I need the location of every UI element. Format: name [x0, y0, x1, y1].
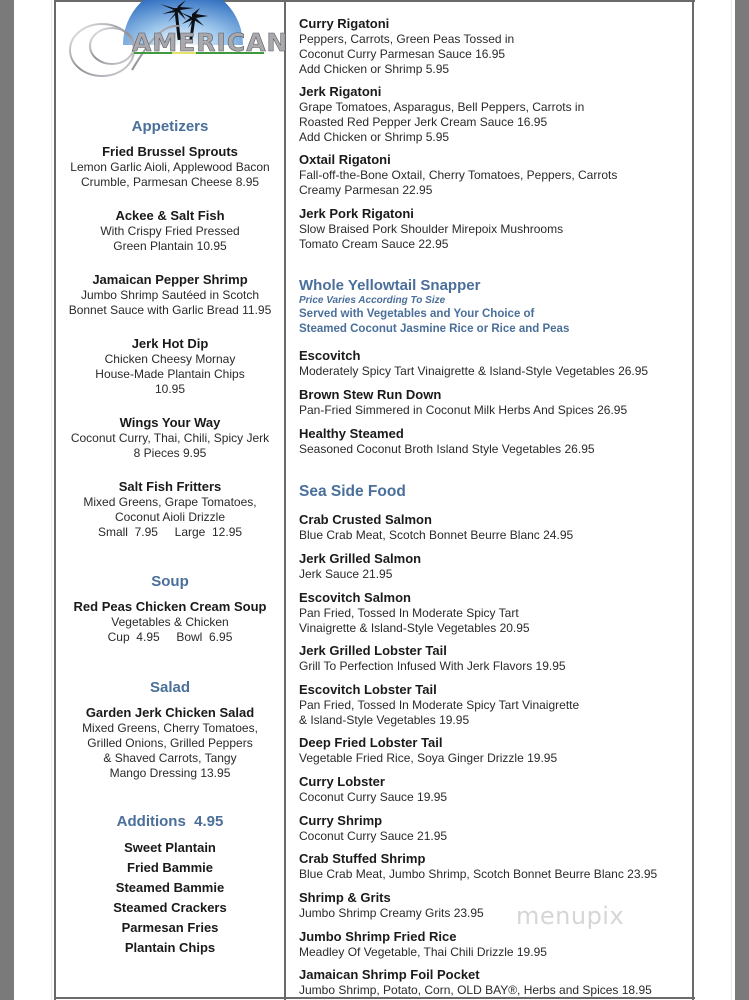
item-desc: Mixed Greens, Grape Tomatoes, [83, 495, 257, 509]
item-desc: Moderately Spicy Tart Vinaigrette & Island-Style Vegetables 26.95 [299, 364, 649, 378]
item-desc: Jerk Sauce 21.95 [299, 567, 393, 581]
menu-item [299, 813, 447, 844]
item-desc: Blue Crab Meat, Scotch Bonnet Beurre Blanc 24.95 [299, 528, 574, 542]
item-name: Curry Rigatoni [299, 16, 390, 31]
menu-item [299, 348, 648, 379]
watermark: menupix [516, 902, 625, 930]
page-frame-left [0, 0, 14, 1000]
item-price: Small 7.95 Large 12.95 [97, 525, 243, 539]
snapper-sub-line: Steamed Coconut Jasmine Rice or Rice and Peas [299, 323, 570, 335]
item-name: Escovitch Lobster Tail [299, 682, 437, 697]
item-price: 10.95 [154, 382, 186, 396]
menu-item [299, 590, 530, 636]
additions-list [57, 838, 283, 958]
menu-item [57, 272, 283, 318]
section-heading-seaside: Sea Side Food [299, 483, 406, 500]
menu-item [299, 551, 421, 582]
item-desc: Coconut Curry Sauce 19.95 [299, 790, 448, 804]
item-name: Jamaican Shrimp Foil Pocket [299, 967, 480, 982]
item-desc: Jumbo Shrimp Creamy Grits 23.95 [299, 906, 484, 920]
item-desc: Mixed Greens, Cherry Tomatoes, [82, 721, 258, 735]
item-desc: Lemon Garlic Aioli, Applewood Bacon [70, 160, 270, 174]
item-desc: & Shaved Carrots, Tangy [103, 751, 237, 765]
item-desc: Add Chicken or Shrimp 5.95 [299, 130, 450, 144]
menu-item [299, 16, 514, 77]
item-name: Oxtail Rigatoni [299, 152, 391, 167]
item-desc: Vinaigrette & Island-Style Vegetables 20.95 [299, 621, 530, 635]
addition-item: Plantain Chips [124, 940, 216, 955]
item-name: Salt Fish Fritters [118, 479, 222, 494]
menu-item [57, 599, 283, 645]
menu-item [299, 206, 563, 252]
item-desc: Grilled Onions, Grilled Peppers [87, 736, 253, 750]
item-name: Garden Jerk Chicken Salad [85, 705, 255, 720]
item-desc: Seasoned Coconut Broth Island Style Vegetables 26.95 [299, 442, 595, 456]
menu-item [299, 851, 657, 882]
faint-guide [731, 0, 732, 1000]
item-name: Escovitch [299, 348, 361, 363]
item-desc: Chicken Cheesy Mornay [104, 352, 236, 366]
item-name: Curry Shrimp [299, 813, 383, 828]
menu-item [299, 387, 627, 418]
item-desc: House-Made Plantain Chips [95, 367, 245, 381]
item-desc: Tomato Cream Sauce 22.95 [299, 237, 449, 251]
item-name: Wings Your Way [119, 415, 221, 430]
item-name: Jerk Grilled Salmon [299, 551, 422, 566]
column-divider-left [54, 0, 56, 1000]
item-name: Red Peas Chicken Cream Soup [73, 599, 267, 614]
item-name: Escovitch Salmon [299, 590, 411, 605]
item-desc: Coconut Curry Sauce 21.95 [299, 829, 448, 843]
item-desc: 8 Pieces 9.95 [133, 446, 207, 460]
menu-item [299, 643, 566, 674]
item-desc: Peppers, Carrots, Green Peas Tossed in [299, 32, 515, 46]
item-desc: Creamy Parmesan 22.95 [299, 183, 433, 197]
item-desc: Bonnet Sauce with Garlic Bread 11.95 [68, 303, 272, 317]
item-desc: Pan Fried, Tossed In Moderate Spicy Tart [299, 606, 519, 620]
item-desc: Green Plantain 10.95 [113, 239, 227, 253]
item-name: Jamaican Pepper Shrimp [92, 272, 248, 287]
item-desc: Jumbo Shrimp, Potato, Corn, OLD BAY®, Herbs and Spices 18.95 [299, 983, 652, 997]
item-name: Jerk Rigatoni [299, 84, 382, 99]
item-desc: Pan-Fried Simmered in Coconut Milk Herbs And Spices 26.95 [299, 403, 628, 417]
section-heading-soup: Soup [151, 573, 189, 590]
section-heading-additions: Additions 4.95 [116, 813, 224, 830]
item-desc: Jumbo Shrimp Sautéed in Scotch [80, 288, 260, 302]
item-desc: Meadley Of Vegetable, Thai Chili Drizzle 19.95 [299, 945, 547, 959]
page-frame-right [735, 0, 749, 1000]
menu-item [299, 682, 579, 728]
snapper-notes [299, 294, 569, 337]
menu-item [299, 152, 617, 198]
addition-item: Steamed Crackers [113, 900, 227, 915]
price-note: Price Varies According To Size [299, 295, 446, 306]
item-desc: Fall-off-the-Bone Oxtail, Cherry Tomatoes, Peppers, Carrots [299, 168, 618, 182]
snapper-sub-line: Served with Vegetables and Your Choice of [299, 308, 535, 320]
item-desc: Roasted Red Pepper Jerk Cream Sauce 16.95 [299, 115, 548, 129]
item-name: Curry Lobster [299, 774, 385, 789]
menu-item [57, 144, 283, 190]
addition-item: Parmesan Fries [121, 920, 219, 935]
item-desc: With Crispy Fried Pressed [100, 224, 240, 238]
section-heading-snapper: Whole Yellowtail Snapper [299, 277, 481, 294]
item-desc: Crumble, Parmesan Cheese 8.95 [80, 175, 260, 189]
column-divider-right [692, 0, 694, 1000]
item-desc: Coconut Curry Parmesan Sauce 16.95 [299, 47, 506, 61]
item-name: Ackee & Salt Fish [115, 208, 225, 223]
menu-item [299, 512, 573, 543]
item-name: Crab Crusted Salmon [299, 512, 432, 527]
item-desc: Vegetables & Chicken [111, 615, 229, 629]
menu-item [299, 967, 652, 998]
item-name: Brown Stew Run Down [299, 387, 442, 402]
addition-item: Sweet Plantain [124, 840, 216, 855]
item-desc: Coconut Aioli Drizzle [114, 510, 226, 524]
section-heading-salad: Salad [149, 679, 191, 696]
item-price: Cup 4.95 Bowl 6.95 [107, 630, 233, 644]
menu-item [299, 929, 547, 960]
item-name: Healthy Steamed [299, 426, 404, 441]
menu-item [57, 208, 283, 254]
menu-item [299, 735, 557, 766]
column-divider-center [284, 0, 286, 1000]
item-desc: Grape Tomatoes, Asparagus, Bell Peppers, Carrots in [299, 100, 585, 114]
item-name: Shrimp & Grits [299, 890, 391, 905]
item-desc: Slow Braised Pork Shoulder Mirepoix Mushrooms [299, 222, 564, 236]
item-name: Fried Brussel Sprouts [102, 144, 238, 159]
item-name: Jerk Hot Dip [131, 336, 209, 351]
addition-item: Steamed Bammie [115, 880, 225, 895]
addition-item: Fried Bammie [127, 860, 213, 875]
item-desc: Coconut Curry, Thai, Chili, Spicy Jerk [70, 431, 270, 445]
menu-item [299, 890, 484, 921]
menu-item [57, 479, 283, 540]
logo-wordmark: AMERICAN [132, 28, 289, 57]
item-name: Crab Stuffed Shrimp [299, 851, 426, 866]
menu-item [57, 705, 283, 781]
item-name: Jerk Pork Rigatoni [299, 206, 414, 221]
menu-item [57, 415, 283, 461]
item-name: Deep Fried Lobster Tail [299, 735, 443, 750]
menu-item [299, 426, 595, 457]
menu-item [299, 774, 447, 805]
faint-guide [51, 0, 52, 1000]
item-desc: Blue Crab Meat, Jumbo Shrimp, Scotch Bonnet Beurre Blanc 23.95 [299, 867, 658, 881]
item-desc: Add Chicken or Shrimp 5.95 [299, 62, 450, 76]
menu-item [299, 84, 584, 145]
item-desc: Grill To Perfection Infused With Jerk Flavors 19.95 [299, 659, 566, 673]
item-desc: Pan Fried, Tossed In Moderate Spicy Tart Vinaigrette [299, 698, 580, 712]
item-desc: Mango Dressing 13.95 [109, 766, 231, 780]
section-heading-appetizers: Appetizers [131, 118, 209, 135]
item-desc: & Island-Style Vegetables 19.95 [299, 713, 470, 727]
item-desc: Vegetable Fried Rice, Soya Ginger Drizzle 19.95 [299, 751, 558, 765]
menu-item [57, 336, 283, 397]
item-name: Jumbo Shrimp Fried Rice [299, 929, 457, 944]
item-name: Jerk Grilled Lobster Tail [299, 643, 447, 658]
left-column [57, 0, 283, 1000]
